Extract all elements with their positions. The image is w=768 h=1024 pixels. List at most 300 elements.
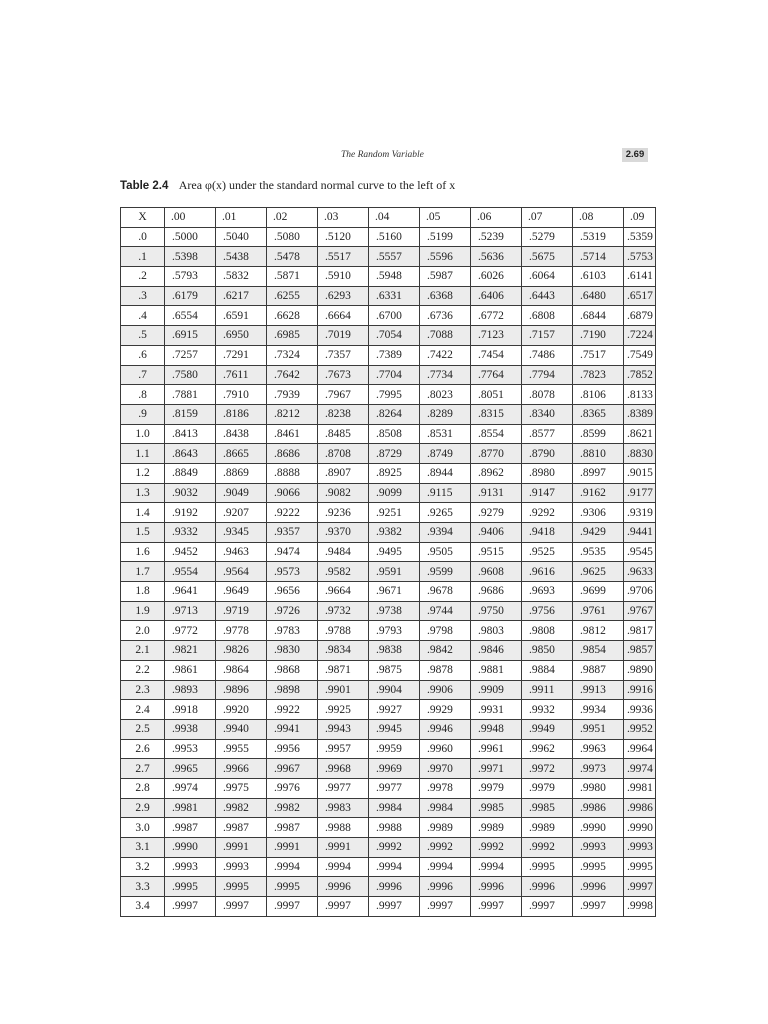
- table-cell: .9463: [216, 542, 267, 562]
- table-cell: .9995: [267, 877, 318, 897]
- table-cell: .9997: [216, 897, 267, 917]
- table-cell: .9988: [318, 818, 369, 838]
- table-cell: .9625: [573, 562, 624, 582]
- table-cell: .9664: [318, 582, 369, 602]
- table-cell: .9778: [216, 621, 267, 641]
- header-row: [121, 208, 656, 228]
- table-cell: .9918: [165, 700, 216, 720]
- table-cell: .9162: [573, 483, 624, 503]
- table-cell: .9936: [624, 700, 656, 720]
- table-cell: .8577: [522, 424, 573, 444]
- table-cell: .9997: [420, 897, 471, 917]
- table-cell: .8508: [369, 424, 420, 444]
- table-cell: .5478: [267, 247, 318, 267]
- table-cell: .9962: [522, 739, 573, 759]
- table-cell: .5359: [624, 227, 656, 247]
- table-cell: .9678: [420, 582, 471, 602]
- table-cell: .9969: [369, 759, 420, 779]
- row-x-value: 2.3: [121, 680, 165, 700]
- table-cell: .9909: [471, 680, 522, 700]
- table-cell: .9990: [624, 818, 656, 838]
- table-cell: .7823: [573, 365, 624, 385]
- table-cell: .6554: [165, 306, 216, 326]
- table-cell: .9808: [522, 621, 573, 641]
- table-cell: .9875: [369, 660, 420, 680]
- row-x-value: 1.1: [121, 444, 165, 464]
- table-cell: .8023: [420, 385, 471, 405]
- table-row: [121, 562, 656, 582]
- table-cell: .8159: [165, 404, 216, 424]
- table-row: [121, 404, 656, 424]
- table-cell: .9015: [624, 463, 656, 483]
- table-cell: .9966: [216, 759, 267, 779]
- table-cell: .9192: [165, 503, 216, 523]
- table-cell: .5517: [318, 247, 369, 267]
- header-cell-x: X: [121, 208, 165, 228]
- table-row: [121, 227, 656, 247]
- table-cell: .6217: [216, 286, 267, 306]
- table-cell: .9934: [573, 700, 624, 720]
- table-cell: .9977: [369, 778, 420, 798]
- table-cell: .9222: [267, 503, 318, 523]
- table-cell: .9978: [420, 778, 471, 798]
- table-cell: .7088: [420, 326, 471, 346]
- table-cell: .7967: [318, 385, 369, 405]
- table-cell: .9956: [267, 739, 318, 759]
- table-cell: .9744: [420, 601, 471, 621]
- row-x-value: .9: [121, 404, 165, 424]
- table-cell: .9997: [522, 897, 573, 917]
- table-cell: .9992: [522, 838, 573, 858]
- table-cell: .8925: [369, 463, 420, 483]
- table-cell: .8729: [369, 444, 420, 464]
- table-cell: .6628: [267, 306, 318, 326]
- table-cell: .8643: [165, 444, 216, 464]
- table-cell: .6026: [471, 267, 522, 287]
- table-row: [121, 641, 656, 661]
- table-row: [121, 582, 656, 602]
- table-cell: .9896: [216, 680, 267, 700]
- table-cell: .7995: [369, 385, 420, 405]
- table-cell: .9370: [318, 523, 369, 543]
- table-cell: .9953: [165, 739, 216, 759]
- table-cell: .7157: [522, 326, 573, 346]
- table-cell: .7704: [369, 365, 420, 385]
- table-cell: .7939: [267, 385, 318, 405]
- table-cell: .9803: [471, 621, 522, 641]
- table-cell: .9989: [471, 818, 522, 838]
- row-x-value: 3.2: [121, 857, 165, 877]
- table-cell: .8315: [471, 404, 522, 424]
- table-cell: .9082: [318, 483, 369, 503]
- table-cell: .9965: [165, 759, 216, 779]
- table-cell: .7881: [165, 385, 216, 405]
- table-cell: .8749: [420, 444, 471, 464]
- table-cell: .9973: [573, 759, 624, 779]
- table-cell: .9979: [471, 778, 522, 798]
- table-cell: .8770: [471, 444, 522, 464]
- table-cell: .9898: [267, 680, 318, 700]
- table-cell: .9582: [318, 562, 369, 582]
- table-cell: .9932: [522, 700, 573, 720]
- table-cell: .9975: [216, 778, 267, 798]
- table-cell: .9545: [624, 542, 656, 562]
- normal-distribution-table: [120, 207, 656, 917]
- table-cell: .9265: [420, 503, 471, 523]
- table-cell: .9887: [573, 660, 624, 680]
- row-x-value: .4: [121, 306, 165, 326]
- table-cell: .9984: [420, 798, 471, 818]
- table-cell: .9706: [624, 582, 656, 602]
- table-cell: .8869: [216, 463, 267, 483]
- table-cell: .8790: [522, 444, 573, 464]
- table-cell: .7642: [267, 365, 318, 385]
- row-x-value: .5: [121, 326, 165, 346]
- table-cell: .7549: [624, 345, 656, 365]
- table-cell: .9989: [522, 818, 573, 838]
- table-cell: .5636: [471, 247, 522, 267]
- table-cell: .5948: [369, 267, 420, 287]
- table-cell: .9099: [369, 483, 420, 503]
- table-cell: .9573: [267, 562, 318, 582]
- table-cell: .9767: [624, 601, 656, 621]
- table-cell: .5000: [165, 227, 216, 247]
- row-x-value: 3.1: [121, 838, 165, 858]
- table-cell: .8810: [573, 444, 624, 464]
- table-cell: .9890: [624, 660, 656, 680]
- table-cell: .9830: [267, 641, 318, 661]
- table-cell: .8830: [624, 444, 656, 464]
- table-cell: .6591: [216, 306, 267, 326]
- table-row: [121, 877, 656, 897]
- table-cell: .9871: [318, 660, 369, 680]
- table-cell: .9974: [624, 759, 656, 779]
- table-cell: .9115: [420, 483, 471, 503]
- table-cell: .9861: [165, 660, 216, 680]
- table-cell: .9798: [420, 621, 471, 641]
- table-cell: .8389: [624, 404, 656, 424]
- row-x-value: .6: [121, 345, 165, 365]
- table-cell: .9821: [165, 641, 216, 661]
- table-cell: .5199: [420, 227, 471, 247]
- table-cell: .9995: [216, 877, 267, 897]
- table-row: [121, 680, 656, 700]
- table-cell: .7257: [165, 345, 216, 365]
- table-cell: .9976: [267, 778, 318, 798]
- table-cell: .9994: [471, 857, 522, 877]
- table-cell: .9985: [471, 798, 522, 818]
- row-x-value: 1.8: [121, 582, 165, 602]
- table-cell: .5832: [216, 267, 267, 287]
- table-cell: .5080: [267, 227, 318, 247]
- table-cell: .9656: [267, 582, 318, 602]
- table-row: [121, 247, 656, 267]
- table-cell: .9608: [471, 562, 522, 582]
- table-cell: .9927: [369, 700, 420, 720]
- table-cell: .9868: [267, 660, 318, 680]
- table-cell: .9955: [216, 739, 267, 759]
- table-cell: .7357: [318, 345, 369, 365]
- table-cell: .9996: [318, 877, 369, 897]
- row-x-value: .0: [121, 227, 165, 247]
- table-cell: .7324: [267, 345, 318, 365]
- table-cell: .6141: [624, 267, 656, 287]
- table-cell: .9998: [624, 897, 656, 917]
- table-cell: .9147: [522, 483, 573, 503]
- table-cell: .7054: [369, 326, 420, 346]
- table-cell: .9884: [522, 660, 573, 680]
- page-number: 2.69: [622, 148, 648, 162]
- table-cell: .9993: [216, 857, 267, 877]
- table-cell: .7019: [318, 326, 369, 346]
- table-cell: .9032: [165, 483, 216, 503]
- table-cell: .9967: [267, 759, 318, 779]
- table-cell: .9713: [165, 601, 216, 621]
- table-cell: .9983: [318, 798, 369, 818]
- table-cell: .5871: [267, 267, 318, 287]
- table-cell: .9992: [471, 838, 522, 858]
- row-x-value: 1.7: [121, 562, 165, 582]
- row-x-value: 2.9: [121, 798, 165, 818]
- table-cell: .6950: [216, 326, 267, 346]
- table-cell: .9357: [267, 523, 318, 543]
- table-cell: .9943: [318, 719, 369, 739]
- table-cell: .8980: [522, 463, 573, 483]
- table-cell: .5239: [471, 227, 522, 247]
- table-row: [121, 365, 656, 385]
- table-cell: .6736: [420, 306, 471, 326]
- table-cell: .5120: [318, 227, 369, 247]
- table-row: [121, 286, 656, 306]
- table-cell: .8078: [522, 385, 573, 405]
- table-cell: .9641: [165, 582, 216, 602]
- table-description: Area φ(x) under the standard normal curve to the left of x: [178, 178, 456, 192]
- table-cell: .9946: [420, 719, 471, 739]
- table-cell: .6844: [573, 306, 624, 326]
- table-cell: .5910: [318, 267, 369, 287]
- row-x-value: .8: [121, 385, 165, 405]
- header-cell: .06: [471, 208, 522, 228]
- row-x-value: 1.3: [121, 483, 165, 503]
- table-row: [121, 267, 656, 287]
- table-row: [121, 444, 656, 464]
- table-cell: .9236: [318, 503, 369, 523]
- table-cell: .6103: [573, 267, 624, 287]
- table-row: [121, 719, 656, 739]
- table-cell: .9990: [165, 838, 216, 858]
- table-cell: .6700: [369, 306, 420, 326]
- row-x-value: 3.4: [121, 897, 165, 917]
- table-cell: .9982: [267, 798, 318, 818]
- table-cell: .9959: [369, 739, 420, 759]
- table-cell: .9996: [573, 877, 624, 897]
- table-cell: .9772: [165, 621, 216, 641]
- table-cell: .9207: [216, 503, 267, 523]
- table-cell: .9906: [420, 680, 471, 700]
- table-cell: .9951: [573, 719, 624, 739]
- table-row: [121, 601, 656, 621]
- table-cell: .9756: [522, 601, 573, 621]
- table-cell: .9515: [471, 542, 522, 562]
- table-cell: .6293: [318, 286, 369, 306]
- table-cell: .7454: [471, 345, 522, 365]
- table-cell: .9945: [369, 719, 420, 739]
- table-cell: .9319: [624, 503, 656, 523]
- table-cell: .9686: [471, 582, 522, 602]
- table-cell: .9980: [573, 778, 624, 798]
- table-cell: .9564: [216, 562, 267, 582]
- table-cell: .7673: [318, 365, 369, 385]
- table-row: [121, 759, 656, 779]
- table-row: [121, 424, 656, 444]
- table-cell: .9474: [267, 542, 318, 562]
- table-cell: .9251: [369, 503, 420, 523]
- table-cell: .9881: [471, 660, 522, 680]
- table-cell: .6064: [522, 267, 573, 287]
- table-cell: .5596: [420, 247, 471, 267]
- table-row: [121, 778, 656, 798]
- header-cell: .09: [624, 208, 656, 228]
- table-cell: .9901: [318, 680, 369, 700]
- table-cell: .9292: [522, 503, 573, 523]
- row-x-value: 2.8: [121, 778, 165, 798]
- table-cell: .6517: [624, 286, 656, 306]
- table-cell: .9995: [522, 857, 573, 877]
- table-cell: .9864: [216, 660, 267, 680]
- table-cell: .9911: [522, 680, 573, 700]
- table-cell: .9949: [522, 719, 573, 739]
- table-cell: .9788: [318, 621, 369, 641]
- table-cell: .9974: [165, 778, 216, 798]
- table-cell: .9994: [318, 857, 369, 877]
- row-x-value: .1: [121, 247, 165, 267]
- table-cell: .9987: [267, 818, 318, 838]
- table-cell: .6406: [471, 286, 522, 306]
- table-cell: .9977: [318, 778, 369, 798]
- table-cell: .9991: [267, 838, 318, 858]
- table-cell: .9306: [573, 503, 624, 523]
- table-cell: .7580: [165, 365, 216, 385]
- row-x-value: 3.3: [121, 877, 165, 897]
- table-cell: .8621: [624, 424, 656, 444]
- table-cell: .9850: [522, 641, 573, 661]
- table-cell: .8997: [573, 463, 624, 483]
- table-cell: .7852: [624, 365, 656, 385]
- table-cell: .9842: [420, 641, 471, 661]
- row-x-value: 2.6: [121, 739, 165, 759]
- header-cell: .07: [522, 208, 573, 228]
- table-cell: .9838: [369, 641, 420, 661]
- table-cell: .7291: [216, 345, 267, 365]
- table-cell: .9993: [573, 838, 624, 858]
- table-cell: .5675: [522, 247, 573, 267]
- table-cell: .7611: [216, 365, 267, 385]
- table-cell: .6985: [267, 326, 318, 346]
- table-row: [121, 345, 656, 365]
- table-cell: .9981: [165, 798, 216, 818]
- table-cell: .8531: [420, 424, 471, 444]
- table-cell: .5040: [216, 227, 267, 247]
- table-cell: .9591: [369, 562, 420, 582]
- row-x-value: 2.2: [121, 660, 165, 680]
- table-cell: .9996: [522, 877, 573, 897]
- table-cell: .8186: [216, 404, 267, 424]
- table-cell: .9992: [369, 838, 420, 858]
- table-cell: .9994: [420, 857, 471, 877]
- row-x-value: 1.6: [121, 542, 165, 562]
- row-x-value: 1.4: [121, 503, 165, 523]
- table-cell: .9904: [369, 680, 420, 700]
- table-cell: .9649: [216, 582, 267, 602]
- table-cell: .8944: [420, 463, 471, 483]
- table-cell: .9131: [471, 483, 522, 503]
- row-x-value: .2: [121, 267, 165, 287]
- table-cell: .5279: [522, 227, 573, 247]
- table-cell: .9505: [420, 542, 471, 562]
- table-row: [121, 660, 656, 680]
- row-x-value: 2.4: [121, 700, 165, 720]
- table-row: [121, 818, 656, 838]
- table-row: [121, 739, 656, 759]
- header-cell: .03: [318, 208, 369, 228]
- table-cell: .8133: [624, 385, 656, 405]
- table-cell: .9922: [267, 700, 318, 720]
- table-cell: .9971: [471, 759, 522, 779]
- row-x-value: 1.0: [121, 424, 165, 444]
- table-cell: .9554: [165, 562, 216, 582]
- table-row: [121, 463, 656, 483]
- header-cell: .08: [573, 208, 624, 228]
- table-row: [121, 700, 656, 720]
- table-cell: .9941: [267, 719, 318, 739]
- table-cell: .9957: [318, 739, 369, 759]
- table-row: [121, 306, 656, 326]
- table-cell: .9995: [624, 857, 656, 877]
- table-row: [121, 621, 656, 641]
- table-cell: .9992: [420, 838, 471, 858]
- table-cell: .5319: [573, 227, 624, 247]
- table-cell: .9990: [573, 818, 624, 838]
- table-cell: .9986: [573, 798, 624, 818]
- row-x-value: 2.1: [121, 641, 165, 661]
- table-cell: .9929: [420, 700, 471, 720]
- table-cell: .9997: [267, 897, 318, 917]
- table-caption: [120, 178, 455, 193]
- table-cell: .9616: [522, 562, 573, 582]
- row-x-value: 1.5: [121, 523, 165, 543]
- table-cell: .8461: [267, 424, 318, 444]
- table-row: [121, 542, 656, 562]
- table-cell: .5557: [369, 247, 420, 267]
- table-cell: .8686: [267, 444, 318, 464]
- table-cell: .9970: [420, 759, 471, 779]
- table-cell: .8212: [267, 404, 318, 424]
- table-cell: .9984: [369, 798, 420, 818]
- table-cell: .9406: [471, 523, 522, 543]
- table-cell: .9834: [318, 641, 369, 661]
- table-row: [121, 798, 656, 818]
- table-cell: .9972: [522, 759, 573, 779]
- table-cell: .9049: [216, 483, 267, 503]
- table-cell: .8238: [318, 404, 369, 424]
- table-cell: .8438: [216, 424, 267, 444]
- table-cell: .9916: [624, 680, 656, 700]
- table-label: Table 2.4: [120, 180, 169, 192]
- table-cell: .8888: [267, 463, 318, 483]
- header-cell: .00: [165, 208, 216, 228]
- table-cell: .9599: [420, 562, 471, 582]
- table-cell: .9345: [216, 523, 267, 543]
